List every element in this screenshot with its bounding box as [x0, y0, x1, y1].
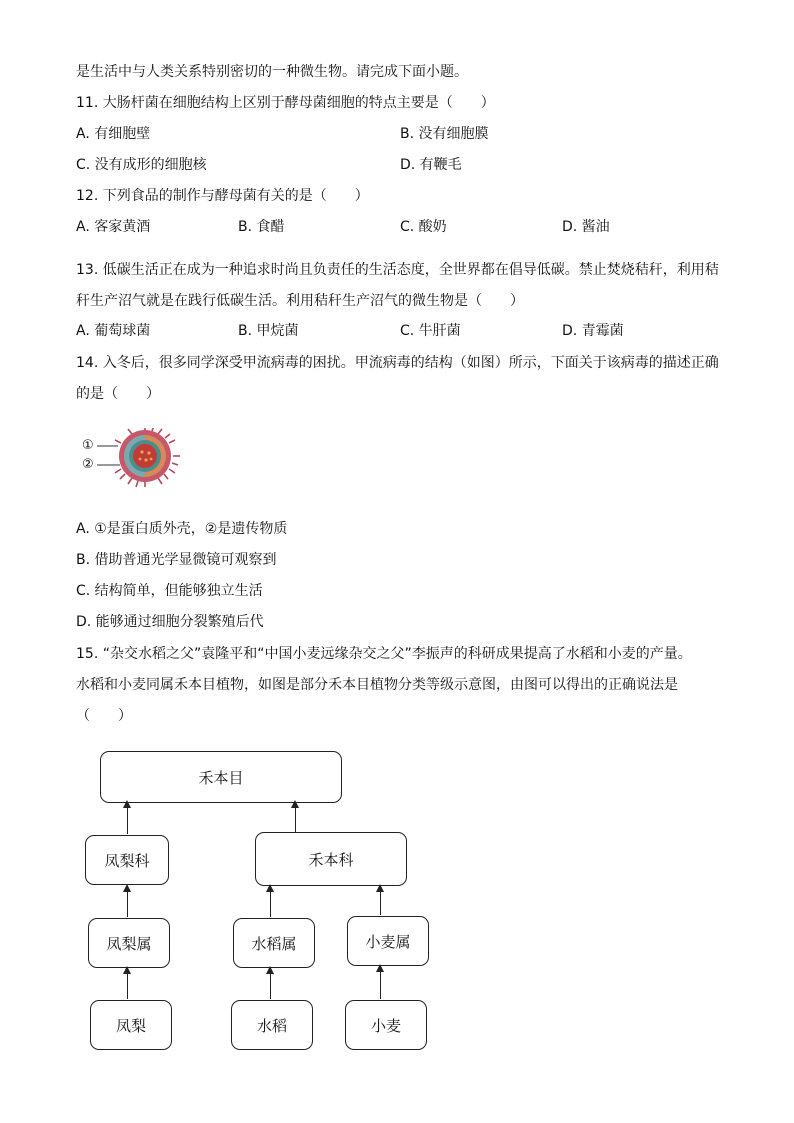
genus-label-wheat: 小麦属: [365, 932, 411, 951]
species-box-wheat: [345, 1000, 427, 1050]
arrow-species1-to-genus1: [127, 973, 128, 999]
question-15-stem-line-1: 15. “杂交水稻之父”袁隆平和“中国小麦远缘杂交之父”李振声的科研成果提高了水稻和小麦的产量。: [76, 646, 692, 662]
question-15-stem-line-3: （ ）: [76, 708, 132, 724]
order-box: [100, 751, 342, 803]
question-14-option-b: B. 借助普通光学显微镜可观察到: [76, 552, 277, 568]
question-12-option-a: A. 客家黄酒: [76, 219, 151, 235]
question-14-stem-line-2: 的是（ ）: [76, 386, 160, 402]
question-14-option-d: D. 能够通过细胞分裂繁殖后代: [76, 614, 264, 630]
question-11-option-d: D. 有鞭毛: [400, 157, 462, 173]
arrow-species2-to-genus2: [270, 973, 271, 999]
figure-label-1: ①: [82, 438, 94, 453]
question-12-stem: 12. 下列食品的制作与酵母菌有关的是（ ）: [76, 188, 369, 204]
question-12-option-b: B. 食醋: [238, 219, 285, 235]
virus-illustration: [80, 428, 184, 490]
question-13-option-a: A. 葡萄球菌: [76, 323, 151, 339]
species-label-wheat: 小麦: [370, 1016, 401, 1035]
intro-text: 是生活中与人类关系特别密切的一种微生物。请完成下面小题。: [76, 64, 468, 80]
arrow-genus2-to-family2: [270, 891, 271, 917]
species-box-pineapple: [90, 1000, 172, 1050]
question-11-stem: 11. 大肠杆菌在细胞结构上区别于酵母菌细胞的特点主要是（ ）: [76, 95, 495, 111]
question-14-option-a: A. ①是蛋白质外壳，②是遗传物质: [76, 521, 288, 537]
species-label-pineapple: 凤梨: [115, 1016, 146, 1035]
family-label-grass: 禾本科: [308, 850, 354, 869]
question-13-option-d: D. 青霉菌: [562, 323, 624, 339]
figure-label-2: ②: [82, 457, 94, 472]
order-label: 禾本目: [198, 768, 244, 787]
genus-box-rice: [233, 918, 315, 968]
arrow-family2-to-order: [295, 807, 296, 834]
genus-label-rice: 水稻属: [251, 934, 297, 953]
family-label-pineapple: 凤梨科: [104, 851, 150, 870]
question-11-option-b: B. 没有细胞膜: [400, 126, 489, 142]
question-13-stem-line-1: 13. 低碳生活正在成为一种追求时尚且负责任的生活态度，全世界都在倡导低碳。禁止焚烧秸秆，利用秸: [76, 262, 719, 278]
question-13-option-c: C. 牛肝菌: [400, 323, 461, 339]
question-12-option-d: D. 酱油: [562, 219, 610, 235]
arrow-genus1-to-family1: [127, 891, 128, 917]
arrow-genus3-to-family2: [380, 891, 381, 915]
family-box-pineapple: [85, 835, 169, 885]
genus-box-pineapple: [88, 918, 170, 968]
species-label-rice: 水稻: [256, 1016, 287, 1035]
virus-structure-figure: [80, 428, 184, 490]
question-15-stem-line-2: 水稻和小麦同属禾本目植物，如图是部分禾本目植物分类等级示意图，由图可以得出的正确说法是: [76, 677, 678, 693]
question-14-stem-line-1: 14. 入冬后，很多同学深受甲流病毒的困扰。甲流病毒的结构（如图）所示，下面关于该病毒的描述正确: [76, 355, 719, 371]
genus-label-pineapple: 凤梨属: [106, 934, 152, 953]
question-11-option-c: C. 没有成形的细胞核: [76, 157, 207, 173]
question-11-option-a: A. 有细胞壁: [76, 126, 151, 142]
species-box-rice: [231, 1000, 313, 1050]
question-14-option-c: C. 结构简单，但能够独立生活: [76, 583, 263, 599]
arrow-family1-to-order: [127, 807, 128, 834]
family-box-grass: [255, 832, 407, 886]
question-12-option-c: C. 酸奶: [400, 219, 447, 235]
arrow-species3-to-genus3: [380, 971, 381, 999]
question-13-stem-line-2: 秆生产沼气就是在践行低碳生活。利用秸秆生产沼气的微生物是（ ）: [76, 293, 524, 309]
genus-box-wheat: [347, 916, 429, 966]
question-13-option-b: B. 甲烷菌: [238, 323, 299, 339]
